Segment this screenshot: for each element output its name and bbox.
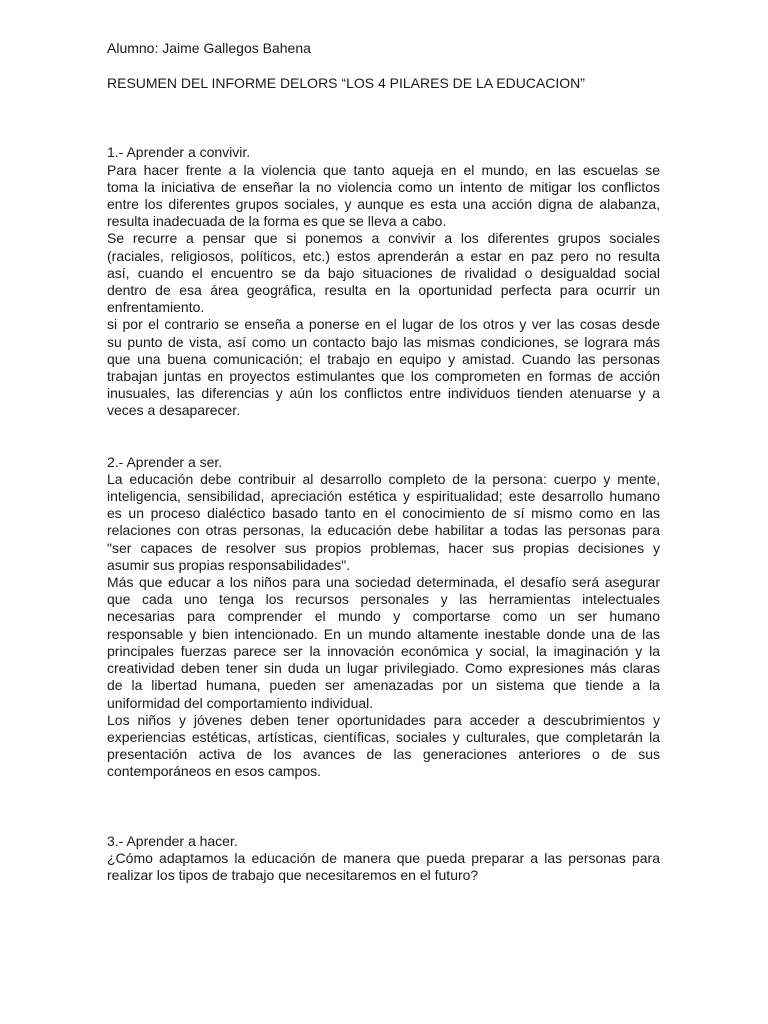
- section-2: [107, 454, 660, 781]
- text-line: su punto de vista, así como un contacto bajo las mismas condiciones, se lograra más: [107, 333, 660, 350]
- paragraph: [107, 230, 660, 316]
- text-line: de la libertad humana, pueden ser amenazadas por un sistema que tiende a la: [107, 677, 660, 694]
- text-line: inteligencia, sensibilidad, apreciación estética y espiritualidad; este desarrollo humano: [107, 488, 660, 505]
- text-line: Se recurre a pensar que si ponemos a convivir a los diferentes grupos sociales: [107, 230, 660, 247]
- text-line: que cada uno tenga los recursos personales y las herramientas intelectuales: [107, 591, 660, 608]
- student-name: Alumno: Jaime Gallegos Bahena: [107, 40, 311, 56]
- text-line: así, cuando el encuentro se da bajo situaciones de rivalidad o desigualdad social: [107, 264, 660, 281]
- text-line: presentación activa de los avances de las generaciones anteriores o de sus: [107, 746, 660, 763]
- paragraph: [107, 712, 660, 781]
- text-line: es un proceso dialéctico basado tanto en el conocimiento de sí mismo como en las: [107, 505, 660, 522]
- document-page: [107, 40, 660, 884]
- text-line: entre los diferentes grupos sociales, y aunque es esta una acción digna de alabanza,: [107, 196, 660, 213]
- text-line: experiencias estéticas, artísticas, científicas, sociales y culturales, que completarán la: [107, 728, 660, 745]
- paragraph: [107, 316, 660, 419]
- text-line: Los niños y jóvenes deben tener oportunidades para acceder a descubrimientos y: [107, 711, 660, 728]
- text-line: dentro de esa área geográfica, resulta en la oportunidad perfecta para ocurrir un: [107, 282, 660, 299]
- text-line: realizar los tipos de trabajo que necesitaremos en el futuro?: [107, 866, 479, 883]
- section-heading: 1.- Aprender a convivir.: [107, 144, 251, 161]
- text-line: si por el contrario se enseña a ponerse en el lugar de los otros y ver las cosas desde: [107, 316, 660, 333]
- text-line: asumir sus propias responsabilidades".: [107, 556, 351, 573]
- section-spacer: [107, 92, 660, 144]
- section-spacer: [107, 420, 660, 454]
- document-body: [107, 92, 660, 884]
- text-line: toma la iniciativa de enseñar la no violencia como un intento de mitigar los conflictos: [107, 178, 660, 195]
- text-line: veces a desaparecer.: [107, 402, 241, 419]
- text-line: principales fuerzas parece ser la innovación económica y social, la imaginación y la: [107, 642, 660, 659]
- section-heading: 2.- Aprender a ser.: [107, 453, 223, 470]
- text-line: necesarias para comprender el mundo y comportarse como un ser humano: [107, 608, 660, 625]
- text-line: "ser capaces de resolver sus propios problemas, hacer sus propias decisiones y: [107, 539, 660, 556]
- text-line: que una buena comunicación; el trabajo en equipo y amistad. Cuando las personas: [107, 350, 660, 367]
- text-line: ¿Cómo adaptamos la educación de manera que pueda preparar a las personas para: [107, 849, 660, 866]
- text-line: responsable y bien intencionado. En un mundo altamente inestable donde una de las: [107, 625, 660, 642]
- text-line: uniformidad del comportamiento individual.: [107, 694, 374, 711]
- text-line: Más que educar a los niños para una sociedad determinada, el desafío será asegurar: [107, 574, 660, 591]
- text-line: contemporáneos en esos campos.: [107, 763, 322, 780]
- paragraph: [107, 162, 660, 231]
- paragraph: [107, 471, 660, 574]
- section-3: [107, 833, 660, 885]
- text-line: trabajan juntas en proyectos estimulantes que los comprometen en formas de acción: [107, 368, 660, 385]
- text-line: relaciones con otras personas, la educación debe habilitar a todas las personas para: [107, 522, 660, 539]
- text-line: inusuales, las diferencias y aún los conflictos entre individuos tienden atenuarse y a: [107, 385, 660, 402]
- spacer: [107, 57, 660, 75]
- text-line: Para hacer frente a la violencia que tanto aqueja en el mundo, en las escuelas se: [107, 161, 660, 178]
- text-line: La educación debe contribuir al desarrollo completo de la persona: cuerpo y mente,: [107, 470, 660, 487]
- text-line: enfrentamiento.: [107, 299, 205, 316]
- paragraph: [107, 850, 660, 884]
- section-1: [107, 144, 660, 419]
- text-line: creatividad deben tener sin duda un lugar privilegiado. Como expresiones más claras: [107, 660, 660, 677]
- section-spacer: [107, 781, 660, 833]
- section-heading: 3.- Aprender a hacer.: [107, 832, 238, 849]
- document-title: RESUMEN DEL INFORME DELORS “LOS 4 PILARES DE LA EDUCACION”: [107, 75, 585, 92]
- paragraph: [107, 574, 660, 712]
- text-line: (raciales, religiosos, políticos, etc.) estos aprenderán a estar en paz pero no resulta: [107, 247, 660, 264]
- text-line: resulta inadecuada de la forma es que se lleva a cabo.: [107, 213, 447, 230]
